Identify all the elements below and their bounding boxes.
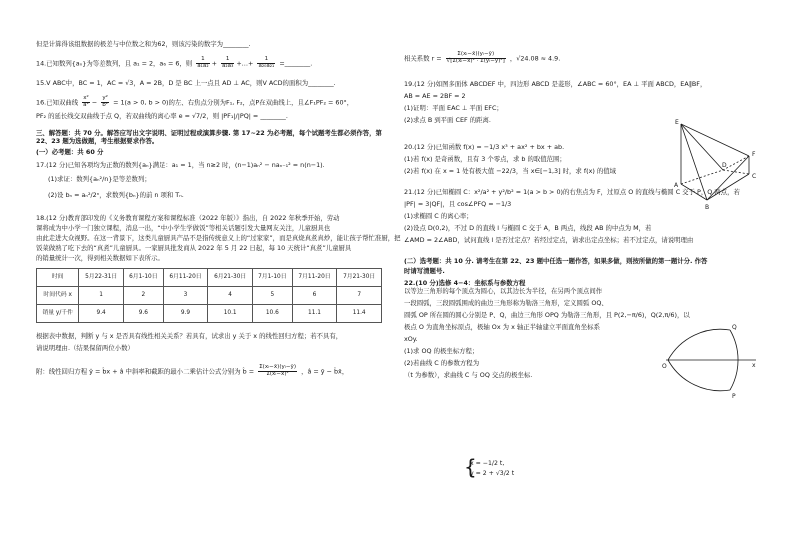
q22-line: 圆弧 OP 所在圆的圆心分别是 P、Q，曲边三角形 OPQ 为勒洛三角形，且 P(2,−π/6)，Q(2,π/6)，以 bbox=[404, 310, 690, 319]
secopt-line: 时请写清题号. bbox=[404, 266, 445, 275]
section3-title: 三、解答题：共 70 分。解答应写出文字说明、证明过程或演算步骤. 第 17~22 为必考题，每个试题考生都必须作答，第 22、23 题为选做题，考生根据要求作答。 bbox=[36, 129, 382, 146]
q18-lines-line: 课将成为中小学一门独立课程，消息一出，“中小学生学做饭”等相关话题引发大量网友关注，儿童厨具也 bbox=[36, 224, 331, 233]
table-cell: 6月1-10日 bbox=[123, 269, 163, 287]
q14: 14.已知数列{aₙ}为等差数列，且 a₁ = 2，a₆ = 6，则 $\frac{1}{\text{a₁a₂}}$ + $\frac{1}{\text{a₂a₃}}$ +…+ $\frac{1}{\text{a₂₀a₂₁}}$ =________. bbox=[36, 56, 313, 69]
q21-line: |PF| = 3|QF|，且 cos∠PFQ = −1/3 bbox=[404, 199, 512, 208]
q22-title: 22.(10 分)选修 4−4：坐标系与参数方程 bbox=[404, 278, 526, 287]
parametric-equation: { x = −1/2 t, y = 2 + √3/2 t bbox=[464, 455, 515, 479]
table-cell: 5月22-31日 bbox=[79, 269, 124, 287]
q19-line: (1)证明：平面 EAC ⊥ 平面 EFC； bbox=[404, 103, 503, 112]
label-F: F bbox=[752, 151, 756, 158]
table-cell: 7月21-30日 bbox=[337, 269, 382, 287]
table-cell: 销量 y/千件 bbox=[37, 305, 79, 323]
label-D: D bbox=[722, 162, 727, 169]
table-cell: 6 bbox=[292, 287, 337, 305]
table-cell: 1 bbox=[79, 287, 124, 305]
table-cell: 10.1 bbox=[208, 305, 253, 323]
table-cell: 7月1-10日 bbox=[252, 269, 292, 287]
reuleaux-figure bbox=[660, 320, 760, 400]
table-cell: 9.6 bbox=[123, 305, 163, 323]
table-cell: 10.6 bbox=[252, 305, 292, 323]
table-cell: 7 bbox=[337, 287, 382, 305]
label-B: B bbox=[705, 204, 710, 211]
q20-line: (1)若 f(x) 是奇函数，且有 3 个零点，求 b 的取值范围； bbox=[404, 154, 566, 163]
label-A: A bbox=[674, 182, 679, 189]
q17-part1: (1)求证：数列{aₙ²/n}是等差数列； bbox=[48, 175, 151, 184]
label-x: x bbox=[752, 362, 756, 369]
sales-table bbox=[36, 268, 382, 323]
param-y: y = 2 + √3/2 t bbox=[470, 469, 515, 477]
optional-section-title bbox=[404, 257, 760, 275]
table-row-y bbox=[37, 305, 382, 323]
polyhedron-figure bbox=[665, 112, 765, 212]
q18-question bbox=[36, 332, 386, 352]
label-Q: Q bbox=[732, 324, 737, 331]
q18-lines-line: 饭菜做熟了吃下去的“真煮”儿童厨具。一家厨具批发商从 2022 年 5 月 22 日起，每 10 天统计“真煮”儿童厨具 bbox=[36, 244, 352, 253]
q19-line: (2)求点 B 到平面 CEF 的距离. bbox=[404, 115, 491, 124]
q22-line: 一段圆弧，三段圆弧围成的曲边三角形称为勒洛三角形，定义圆弧 OQ、 bbox=[404, 298, 608, 307]
q22-line: 极点 O 为直角坐标原点，极轴 Ox 为 x 轴正半轴建立平面直角坐标系 bbox=[404, 322, 600, 331]
section3-subtitle: (一）必考题：共 60 分 bbox=[36, 148, 104, 157]
table-cell: 7月11-20日 bbox=[292, 269, 337, 287]
q20-line: (2)若 f(x) 在 x = 1 处有极大值 −22/3，当 x∈[−1,3] 时，求 f(x) 的值域 bbox=[404, 166, 617, 175]
q22-line: 以等边三角形的每个顶点为圆心，以其边长为半径，在另两个顶点间作 bbox=[404, 286, 603, 295]
table-header-row bbox=[37, 269, 382, 287]
q22-line: （t 为参数），求曲线 C 与 OQ 交点的极坐标. bbox=[404, 370, 533, 379]
q17-part2: (2)设 bₙ = aₙ²/2ⁿ，求数列{bₙ}的前 n 项和 Tₙ. bbox=[48, 191, 184, 200]
regression-note: 附：线性回归方程 ŷ = b̂x + â 中斜率和截距的最小二乘估计公式分别为 b̂ = $\frac{\text{Σ(xᵢ−x̄)(yᵢ−ȳ)}}{\text{Σ(xᵢ−x̄)²}}$ ，â = ȳ − b̂x̄， bbox=[36, 364, 349, 378]
q18-lines-line: 由此走进大众视野。在这一背景下，这类儿童厨具产品不是指传统意义上的“过家家”，而是真烧真煮真炒，能让孩子帮忙准厨，把 bbox=[36, 234, 401, 243]
table-cell: 5 bbox=[252, 287, 292, 305]
label-P: P bbox=[732, 393, 736, 400]
q16-line1: 16.已知双曲线 $\frac{\text{x²}}{\text{a²}}$ − $\frac{\text{y²}}{\text{b²}}$ = 1(a > 0, b > 0)的左、右焦点分别为F₁, F₂，点P在双曲线上，且∠F₁PF₂ = 60°， bbox=[36, 94, 354, 108]
q13-tail: 但是计算得该组数据的极差与中位数之和为62，则该污染的数字为________. bbox=[36, 40, 251, 48]
q22-line: (1)求 OQ 的极坐标方程； bbox=[404, 346, 479, 355]
param-x: x = −1/2 t, bbox=[470, 460, 505, 467]
q15: 15.V ABC中，BC = 1，AC = √3，A = 2B，D 是 BC 上一点且 AD ⊥ AC，则V ACD的面积为________. bbox=[36, 78, 336, 87]
q18-after-line: 根据表中数据，判断 y 与 x 是否具有线性相关关系？若具有，试求出 y 关于 x 的线性回归方程；若不具有， bbox=[36, 332, 343, 341]
table-cell: 9.9 bbox=[163, 305, 208, 323]
q18-after-line: 请说明理由.（结果保留两位小数） bbox=[36, 344, 134, 353]
table-cell: 6月11-20日 bbox=[163, 269, 208, 287]
q18-lines-line: 18.(12 分)教育部印发的《义务教育课程方案和课程标准（2022 年版）》指出，自 2022 年秋季开始，劳动 bbox=[36, 214, 340, 223]
label-E: E bbox=[675, 119, 679, 126]
q21-line: (2)设点 D(0,2)，不过 D 的直线 l 与椭圆 C 交于 A，B 两点，线段 AB 的中点为 M，若 bbox=[404, 223, 652, 232]
label-C: C bbox=[752, 173, 757, 180]
table-cell: 6月21-30日 bbox=[208, 269, 253, 287]
q22-line: (2)若曲线 C 的参数方程为 bbox=[404, 358, 480, 367]
q16-line2: PF₂ 的延长线交双曲线于点 Q，若双曲线的离心率 e = √7/2，则 |PF₁|/|PQ| = ________. bbox=[36, 112, 288, 121]
q22-line: xOy. bbox=[404, 334, 418, 343]
table-cell: 2 bbox=[123, 287, 163, 305]
q18-text bbox=[36, 214, 401, 263]
q19-line: AB = AE = 2BF = 2 bbox=[404, 91, 466, 100]
table-cell: 时间 bbox=[37, 269, 79, 287]
table-cell: 时间代码 x bbox=[37, 287, 79, 305]
left-column bbox=[36, 40, 401, 378]
q19-line: 19.(12 分)如图多面体 ABCDEF 中，四边形 ABCD 是菱形，∠ABC = 60°，EA ⊥ 平面 ABCD，EA∥BF， bbox=[404, 79, 707, 88]
q21-line: ∠AMD = 2∠ABD，试问直线 l 是否过定点？若经过定点，请求出定点坐标；若不过定点，请说明理由 bbox=[404, 235, 694, 244]
q20-line: 20.(12 分)已知函数 f(x) = −1/3 x³ + ax² + bx + ab. bbox=[404, 142, 565, 151]
q21-line: (1)求椭圆 C 的离心率； bbox=[404, 211, 473, 220]
table-cell: 3 bbox=[163, 287, 208, 305]
label-O: O bbox=[662, 363, 667, 370]
table-cell: 11.1 bbox=[292, 305, 337, 323]
table-row-x bbox=[37, 287, 382, 305]
secopt-line: (二）选考题：共 10 分. 请考生在第 22、23 题中任选一题作答，如果多做，则按所做的第一题计分. 作答 bbox=[404, 256, 708, 265]
q18-lines-line: 的销量统计一次，得到相关数据如下表所示。 bbox=[36, 254, 164, 263]
q21-line: 21.(12 分)已知椭圆 C：x²/a² + y²/b² = 1(a > b > 0)的右焦点为 F，过原点 O 的直线与椭圆 C 交于 P，Q 两点，若 bbox=[404, 187, 740, 196]
table-cell: 4 bbox=[208, 287, 253, 305]
table-cell: 11.4 bbox=[337, 305, 382, 323]
correlation-formula: 相关系数 r = $\frac{\text{Σ(xᵢ−x̄)(yᵢ−ȳ)}}{\text{√[Σ(xᵢ−x̄)² · Σ(yᵢ−ȳ)²]}}$ ，√24.08 ≈ 4.9. bbox=[404, 51, 561, 64]
q17: 17.(12 分)已知各项均为正数的数列{aₙ}满足：a₁ = 1，当 n≥2 时，(n−1)aₙ² − naₙ₋₁² = n(n−1). bbox=[36, 161, 325, 170]
table-cell: 9.4 bbox=[79, 305, 124, 323]
